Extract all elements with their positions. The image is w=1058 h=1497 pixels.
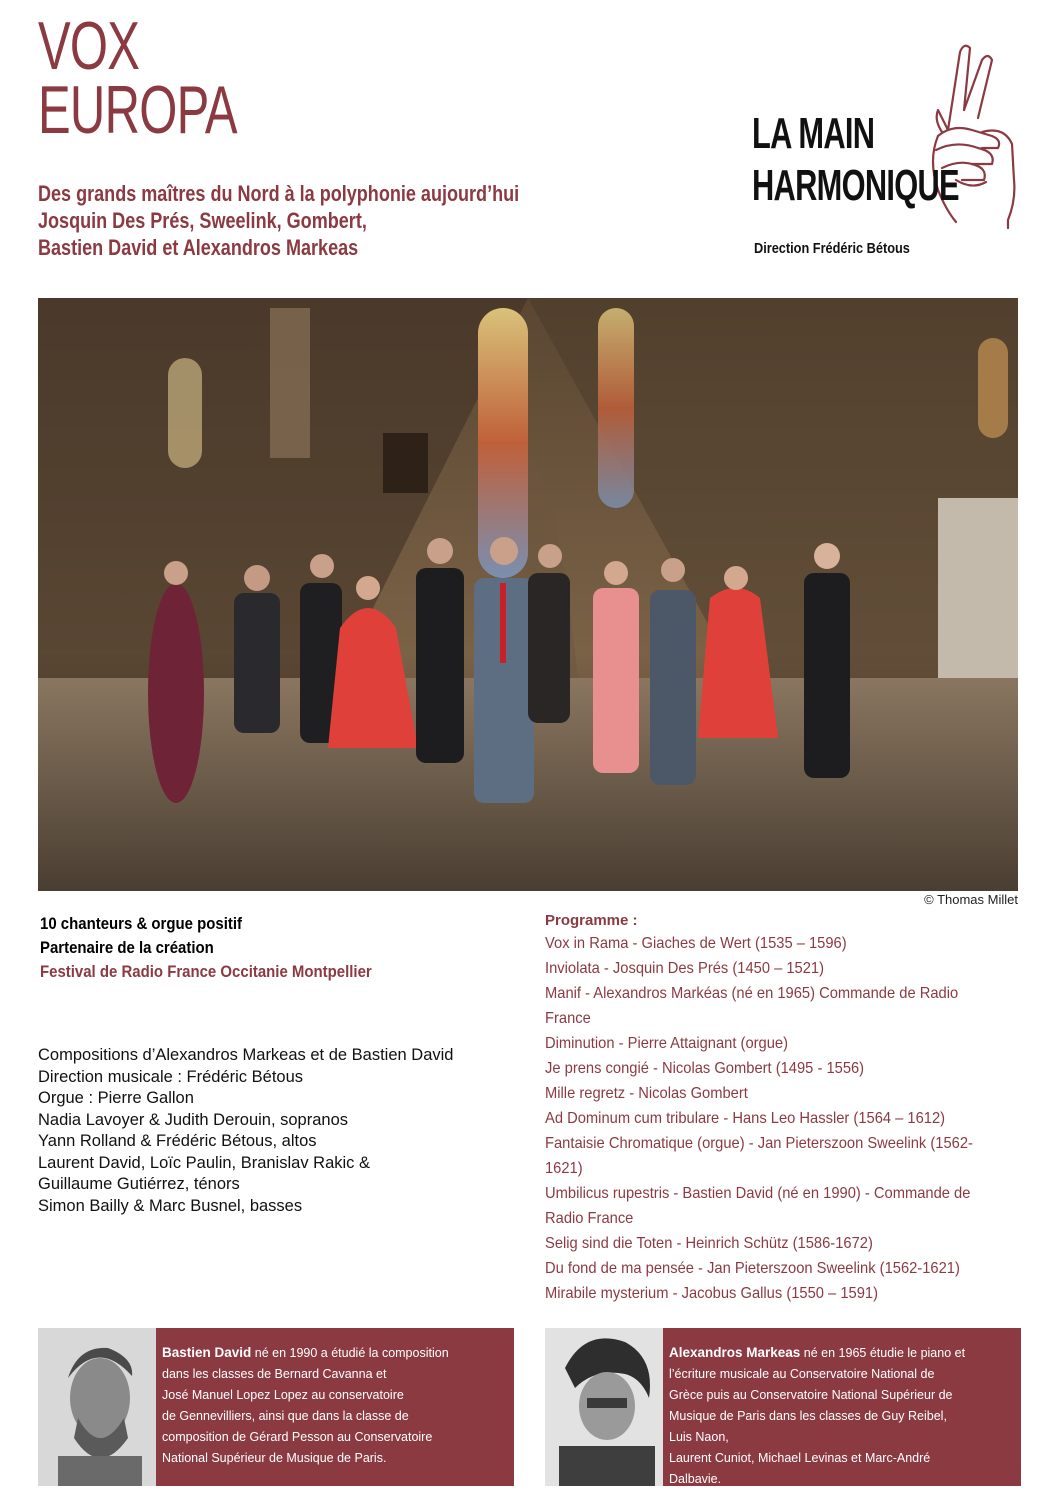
bio-line: Luis Naon, bbox=[669, 1430, 729, 1444]
programme-item: Je prens congié - Nicolas Gombert (1495 - 1556) bbox=[545, 1060, 865, 1077]
logo-line-2: HARMONIQUE bbox=[752, 161, 959, 210]
logo-direction: Direction Frédéric Bétous bbox=[754, 240, 910, 257]
programme-item: Fantaisie Chromatique (orgue) - Jan Pieterszoon Sweelink (1562- bbox=[545, 1135, 973, 1152]
bio-line: National Supérieur de Musique de Paris. bbox=[162, 1451, 387, 1465]
bio-line: composition de Gérard Pesson au Conservatoire bbox=[162, 1430, 433, 1444]
ensemble-logo bbox=[752, 40, 1032, 270]
programme-item: Du fond de ma pensée - Jan Pieterszoon Sweelink (1562-1621) bbox=[545, 1260, 960, 1277]
programme-item: Inviolata - Josquin Des Prés (1450 – 1521) bbox=[545, 960, 825, 977]
bio-text bbox=[669, 1342, 965, 1490]
programme-item: Ad Dominum cum tribulare - Hans Leo Hassler (1564 – 1612) bbox=[545, 1110, 946, 1127]
bio-line: Grèce puis au Conservatoire National Supérieur de bbox=[669, 1388, 953, 1402]
cast-line: Simon Bailly & Marc Busnel, basses bbox=[38, 1196, 303, 1215]
info-line: 10 chanteurs & orgue positif bbox=[40, 914, 243, 933]
cast-line: Direction musicale : Frédéric Bétous bbox=[38, 1067, 304, 1086]
programme-item: Umbilicus rupestris - Bastien David (né en 1990) - Commande de bbox=[545, 1185, 971, 1202]
programme-item: France bbox=[545, 1010, 591, 1027]
title-line-1: VOX bbox=[38, 8, 140, 84]
portrait-photo bbox=[545, 1328, 663, 1486]
bio-name: Bastien David bbox=[162, 1345, 252, 1360]
logo-wordmark bbox=[752, 108, 959, 212]
cast-line: Guillaume Gutiérrez, ténors bbox=[38, 1175, 240, 1193]
subtitle bbox=[38, 180, 519, 261]
info-line: Festival de Radio France Occitanie Montpellier bbox=[40, 962, 372, 981]
bio-card-alexandros-markeas bbox=[545, 1328, 1021, 1486]
portrait-photo bbox=[38, 1328, 156, 1486]
programme-item: Diminution - Pierre Attaignant (orgue) bbox=[545, 1035, 788, 1052]
bio-line: Musique de Paris dans les classes de Guy Reibel, bbox=[669, 1409, 947, 1423]
programme bbox=[545, 911, 1025, 1306]
subtitle-line: Josquin Des Prés, Sweelink, Gombert, bbox=[38, 208, 367, 233]
programme-heading: Programme : bbox=[545, 912, 638, 929]
programme-item: Mille regretz - Nicolas Gombert bbox=[545, 1085, 748, 1102]
photo-credit: © Thomas Millet bbox=[924, 892, 1018, 907]
bio-line: dans les classes de Bernard Cavanna et bbox=[162, 1367, 387, 1381]
info-block bbox=[40, 912, 372, 984]
bio-card-bastien-david bbox=[38, 1328, 514, 1486]
bio-line: Laurent Cuniot, Michael Levinas et Marc-André bbox=[669, 1451, 931, 1465]
programme-item: 1621) bbox=[545, 1160, 583, 1177]
bio-line: José Manuel Lopez Lopez au conservatoire bbox=[162, 1388, 404, 1402]
programme-item: Mirabile mysterium - Jacobus Gallus (1550 – 1591) bbox=[545, 1285, 878, 1302]
cast-list bbox=[38, 1045, 453, 1217]
bio-line: l’écriture musicale au Conservatoire National de bbox=[669, 1367, 935, 1381]
programme-item: Manif - Alexandros Markéas (né en 1965) Commande de Radio bbox=[545, 985, 959, 1002]
bio-line: né en 1990 a étudié la composition bbox=[251, 1346, 449, 1360]
programme-item: Vox in Rama - Giaches de Wert (1535 – 1596) bbox=[545, 935, 847, 952]
bio-line: Dalbavie. bbox=[669, 1472, 722, 1486]
logo-line-1: LA MAIN bbox=[752, 109, 875, 158]
cast-line: Laurent David, Loïc Paulin, Branislav Rakic & bbox=[38, 1153, 370, 1172]
page-title bbox=[38, 8, 237, 148]
bio-line: né en 1965 étudie le piano et bbox=[800, 1346, 966, 1360]
info-line: Partenaire de la création bbox=[40, 938, 214, 957]
bio-name: Alexandros Markeas bbox=[669, 1345, 801, 1360]
title-line-2: EUROPA bbox=[38, 72, 237, 148]
subtitle-line: Des grands maîtres du Nord à la polyphonie aujourd’hui bbox=[38, 181, 520, 206]
subtitle-line: Bastien David et Alexandros Markeas bbox=[38, 235, 359, 260]
programme-item: Radio France bbox=[545, 1210, 634, 1227]
cast-line: Nadia Lavoyer & Judith Derouin, sopranos bbox=[38, 1110, 349, 1129]
programme-item: Selig sind die Toten - Heinrich Schütz (1586-1672) bbox=[545, 1235, 873, 1252]
bio-line: de Gennevilliers, ainsi que dans la classe de bbox=[162, 1409, 409, 1423]
cast-line: Yann Rolland & Frédéric Bétous, altos bbox=[38, 1132, 317, 1150]
cast-line: Compositions d’Alexandros Markeas et de Bastien David bbox=[38, 1046, 454, 1064]
bio-text bbox=[162, 1342, 449, 1469]
ensemble-photo bbox=[38, 298, 1018, 891]
cast-line: Orgue : Pierre Gallon bbox=[38, 1089, 194, 1107]
